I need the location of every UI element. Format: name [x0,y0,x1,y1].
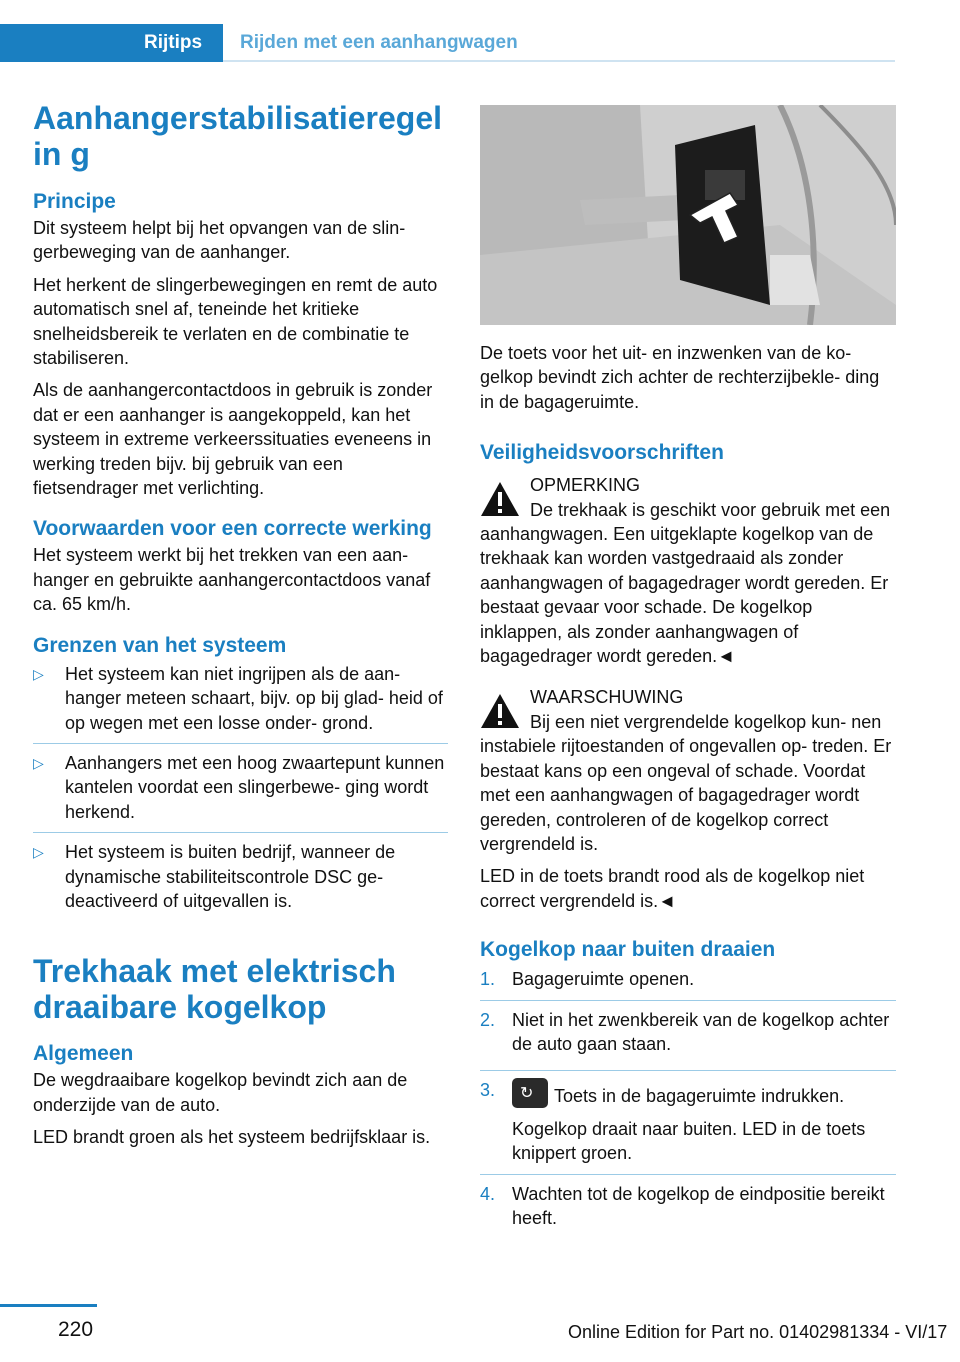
trunk-illustration [480,105,896,325]
heading-trekhaak: Trekhaak met elektrisch draaibare kogelkop [33,953,396,1026]
left-column [33,100,448,1150]
trunk-photo [480,105,896,325]
header-section-title: Rijden met een aanhangwagen [240,32,518,53]
heading-grenzen: Grenzen van het systeem [33,633,287,657]
heading-kogelkop-naar-buiten: Kogelkop naar buiten draaien [480,938,776,962]
paragraph: Als de aanhangercontactdoos in gebruik is zonder dat er een aanhanger is aangekoppeld, kan het systeem in extreme verkeerssituaties eveneens in werking treden bijv. bij gebruik van een fietsendrager met verlichting. [33,380,433,499]
list-item: ▷ Het systeem is buiten bedrijf, wanneer de dynamische stabiliteitscontrole DSC ge‐ deactiveerd of uitgevallen is. [33,842,396,911]
header-chapter-tab[interactable]: Rijtips [123,24,223,62]
list-divider [33,832,448,833]
paragraph: Het herkent de slingerbewegingen en remt de auto automatisch snel af, teneinde het kritieke snelheidsbereik te verlaten en de combinatie te stabiliseren. [33,274,438,369]
list-item: 4. Wachten tot de kogelkop de eindpositie bereikt heeft. [480,1183,885,1228]
list-item: 1. Bagageruimte openen. [480,969,695,990]
grenzen-list [33,662,448,914]
heading-aanhangerstabilisatie: Aanhangerstabilisatieregelin g [33,100,443,172]
notice-label: OPMERKING [530,475,641,496]
paragraph: Dit systeem helpt bij het opvangen van de slin‐ gerbeweging van de aanhanger. [33,218,406,263]
header-color-block [0,24,123,62]
heading-veiligheidsvoorschriften: Veiligheidsvoorschriften [480,441,724,465]
warning-triangle-icon [480,481,520,517]
edition-text: Online Edition for Part no. 01402981334 - VI/17 [568,1322,948,1342]
list-item: ▷ Het systeem kan niet ingrijpen als de aan‐ hanger meteen schaart, bijv. op bij glad‐ heid of op wegen met een losse onder‐ grond. [33,663,443,733]
step-sub-text: Kogelkop draait naar buiten. LED in de toets knippert groen. [512,1118,866,1164]
heading-algemeen: Algemeen [33,1042,134,1066]
list-divider [33,743,448,744]
header-rule [223,60,895,62]
heading-principe: Principe [33,190,116,213]
triangle-bullet-icon: ▷ [33,754,44,771]
notice-text: De trekhaak is geschikt voor gebruik met een aanhangwagen. Een uitgeklapte kogelkop van de trekhaak kan worden vastgedraaid als zonder aanhangwagen of bagagedrager wordt gereden. Er bestaat gevaar voor schade. De kogelkop inklappen, als zonder aanhangwagen of bagagedrager wordt gereden.◄ [480,499,891,667]
notice-text: Bij een niet vergrendelde kogelkop kun‐ nen instabiele rijtoestanden of ongevallen op‐ treden. Er bestaat kans op een ongeval of schade. Voordat met een aanhangwagen of bagagedrager wordt gereden, controleren of de kogelkop correct vergrendeld is. [480,711,892,854]
warning-triangle-icon [480,693,520,729]
list-item: ▷ Aanhangers met een hoog zwaartepunt kunnen kantelen voordat een slingerbewe‐ ging wordt herkend. [33,752,445,822]
steps-list [480,967,896,1230]
footer-rule [0,1304,97,1307]
notice-led-text: LED in de toets brandt rood als de kogelkop niet correct vergrendeld is.◄ [480,866,865,911]
running-header [0,24,960,62]
triangle-bullet-icon: ▷ [33,665,44,682]
notice-opmerking [480,473,896,668]
trailer-hitch-button-icon: ↻ [512,1078,548,1108]
triangle-bullet-icon: ▷ [33,844,44,861]
notice-waarschuwing [480,685,896,913]
list-divider [480,1070,896,1071]
notice-label: WAARSCHUWING [530,687,684,708]
paragraph: De wegdraaibare kogelkop bevindt zich aan de onderzijde van de auto. [33,1070,408,1115]
list-item: 2. Niet in het zwenkbereik van de kogelkop achter de auto gaan staan. [480,1009,890,1054]
list-item: 3. ↻ Toets in de bagageruimte indrukken. Kogelkop draait naar buiten. LED in de toets knippert groen. [480,1078,896,1165]
paragraph: LED brandt groen als het systeem bedrijfsklaar is. [33,1127,431,1148]
page-number: 220 [58,1318,94,1341]
right-column [480,105,896,1230]
list-divider [480,1000,896,1001]
list-divider [480,1174,896,1175]
heading-voorwaarden: Voorwaarden voor een correcte werking [33,517,432,541]
paragraph: Het systeem werkt bij het trekken van een aan‐ hanger en gebruikte aanhangercontactdoos vanaf ca. 65 km/h. [33,545,431,615]
photo-caption: De toets voor het uit- en inzwenken van de ko‐ gelkop bevindt zich achter de rechterzijbekle‐ ding in de bagageruimte. [480,343,880,412]
